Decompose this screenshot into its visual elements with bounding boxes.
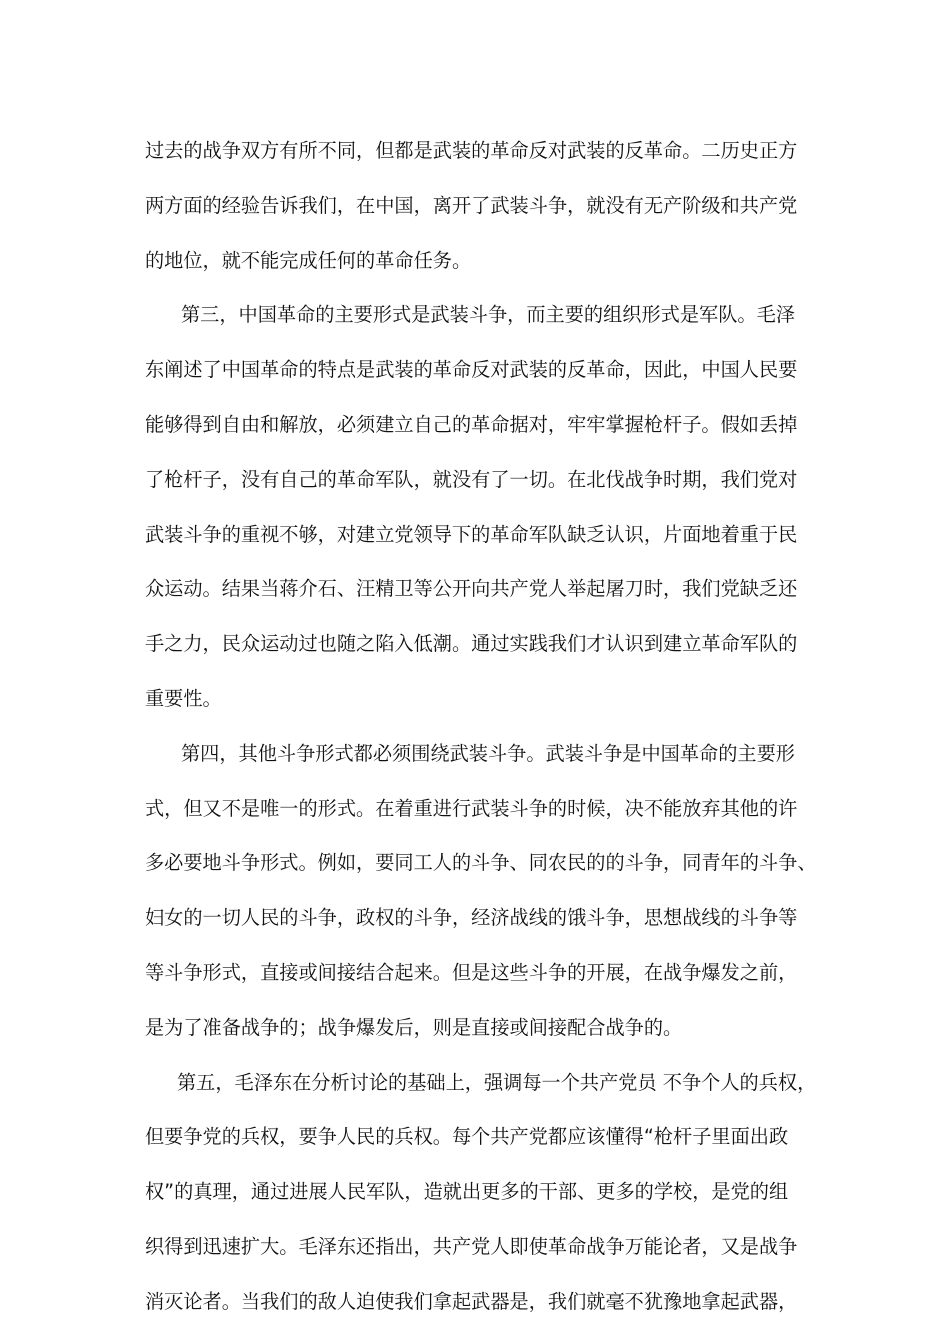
body-text	[145, 124, 815, 1330]
text-line: 的地位，就不能完成任何的革命任务。	[145, 248, 472, 272]
text-line: 重要性。	[145, 686, 222, 710]
text-line: 第四，其他斗争形式都必须围绕武装斗争。武装斗争是中国革命的主要形	[181, 741, 795, 765]
text-line: 第三，中国革命的主要形式是武装斗争，而主要的组织形式是军队。毛泽	[181, 303, 795, 327]
text-line: 妇女的一切人民的斗争，政权的斗争，经济战线的饿斗争，思想战线的斗争等	[145, 906, 798, 930]
text-line: 过去的战争双方有所不同，但都是武装的革命反对武装的反革命。二历史正方	[145, 139, 798, 162]
text-line: 东阐述了中国革命的特点是武装的革命反对武装的反革命，因此，中国人民要	[145, 358, 798, 382]
text-line: 了枪杆子，没有自己的革命军队，就没有了一切。在北伐战争时期，我们党对	[145, 467, 798, 491]
text-line: 两方面的经验告诉我们，在中国，离开了武装斗争，就没有无产阶级和共产党	[145, 193, 798, 217]
text-line: 但要争党的兵权，要争人民的兵权。每个共产党都应该懂得“枪杆子里面出政	[145, 1125, 789, 1149]
text-line: 手之力，民众运动过也随之陷入低潮。通过实践我们才认识到建立革命军队的	[145, 632, 798, 656]
text-line: 式，但又不是唯一的形式。在着重进行武装斗争的时候，决不能放弃其他的许	[145, 796, 798, 820]
paragraph-4	[145, 1056, 815, 1330]
text-line: 众运动。结果当蒋介石、汪精卫等公开向共产党人举起屠刀时，我们党缺乏还	[145, 577, 798, 601]
text-line: 等斗争形式，直接或间接结合起来。但是这些斗争的开展，在战争爆发之前，	[145, 960, 798, 984]
text-line: 是为了准备战争的；战争爆发后，则是直接或间接配合战争的。	[145, 1015, 683, 1039]
text-line: 第五，毛泽东在分析讨论的基础上，强调每一个共产党员 不争个人的兵权，	[177, 1070, 817, 1094]
text-line: 消灭论者。当我们的敌人迫使我们拿起武器是，我们就毫不犹豫地拿起武器，	[145, 1289, 798, 1313]
text-line: 多必要地斗争形式。例如，要同工人的斗争、同农民的的斗争，同青年的斗争、	[145, 851, 817, 875]
text-line: 权”的真理，通过进展人民军队，造就出更多的干部、更多的学校，是党的组	[145, 1180, 789, 1204]
text-line: 能够得到自由和解放，必须建立自己的革命据对，牢牢掌握枪杆子。假如丢掉	[145, 412, 798, 436]
paragraph-2	[145, 288, 815, 726]
text-line: 织得到迅速扩大。毛泽东还指出，共产党人即使革命战争万能论者，又是战争	[145, 1234, 798, 1258]
text-line: 武装斗争的重视不够，对建立党领导下的革命军队缺乏认识，片面地着重于民	[145, 522, 798, 546]
paragraph-1	[145, 124, 815, 288]
paragraph-3	[145, 727, 815, 1056]
